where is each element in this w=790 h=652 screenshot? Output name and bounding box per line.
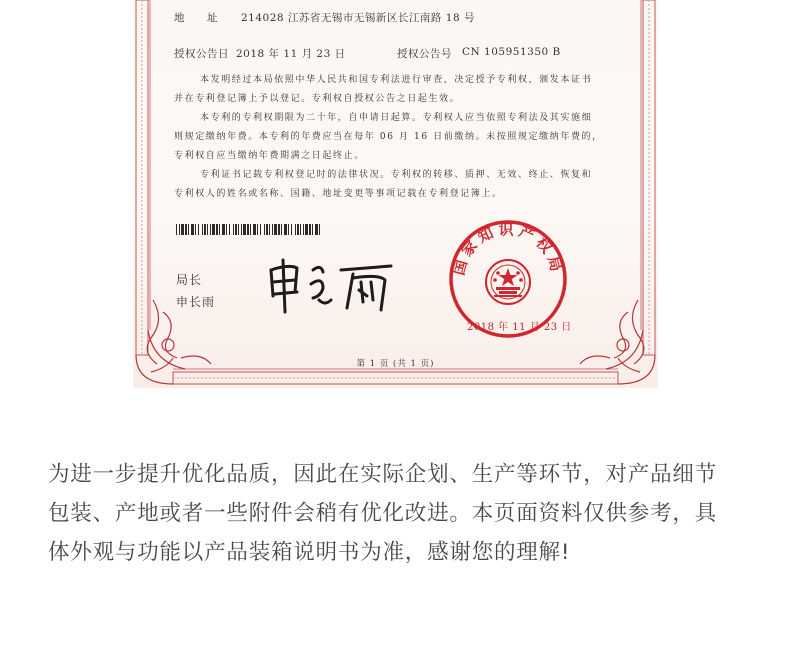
notice-line: 体外观与功能以产品装箱说明书为准，感谢您的理解! [48, 540, 571, 565]
announce-date-value: 2018 年 11 月 23 日 [236, 48, 346, 60]
svg-text:国家知识产权局: 国家知识产权局 [449, 220, 567, 278]
patent-certificate [133, 0, 658, 388]
notice-text [48, 455, 748, 572]
address-label: 地 址 [174, 12, 218, 24]
paragraph-line: 专利证书记载专利权登记时的法律状况。专利权的转移、质押、无效、终止、恢复和 [200, 170, 593, 180]
paragraph-grant [174, 71, 624, 204]
paragraph-line: 本发明经过本局依照中华人民共和国专利法进行审查，决定授予专利权，颁发本证书 [200, 75, 593, 85]
page-number: 第 1 页 (共 1 页) [356, 359, 435, 369]
paragraph-line: 专利权人的姓名或名称、国籍、地址变更等事项记载在专利登记簿上。 [174, 189, 503, 199]
address-value: 214028 江苏省无锡市无锡新区长江南路 18 号 [241, 12, 475, 24]
director-signature [261, 256, 401, 316]
paragraph-line: 并在专利登记簿上予以登记。专利权自授权公告之日起生效。 [174, 94, 461, 104]
notice-line: 包装、产地或者一些附件会稍有优化改进。本页面资料仅供参考，具 [48, 501, 718, 526]
seal-date: 2018 年 11 月 23 日 [467, 322, 572, 333]
announce-date-label: 授权公告日 [174, 48, 229, 60]
paragraph-line: 本专利的专利权期限为二十年，自申请日起算。专利权人应当依照专利法及其实施细 [200, 113, 593, 123]
director-title: 局长 [176, 273, 203, 287]
paragraph-line: 则规定缴纳年费。本专利的年费应当在每年 06 月 16 日前缴纳。未按照规定缴纳年费的， [174, 132, 603, 142]
director-name: 申长雨 [176, 295, 216, 309]
announce-no-label: 授权公告号 [397, 48, 452, 60]
paragraph-line: 专利权自应当缴纳年费期满之日起终止。 [174, 151, 365, 161]
notice-line: 为进一步提升优化品质，因此在实际企划、生产等环节，对产品细节 [48, 462, 718, 487]
announce-no-value: CN 105951350 B [462, 46, 561, 58]
barcode [176, 224, 324, 235]
